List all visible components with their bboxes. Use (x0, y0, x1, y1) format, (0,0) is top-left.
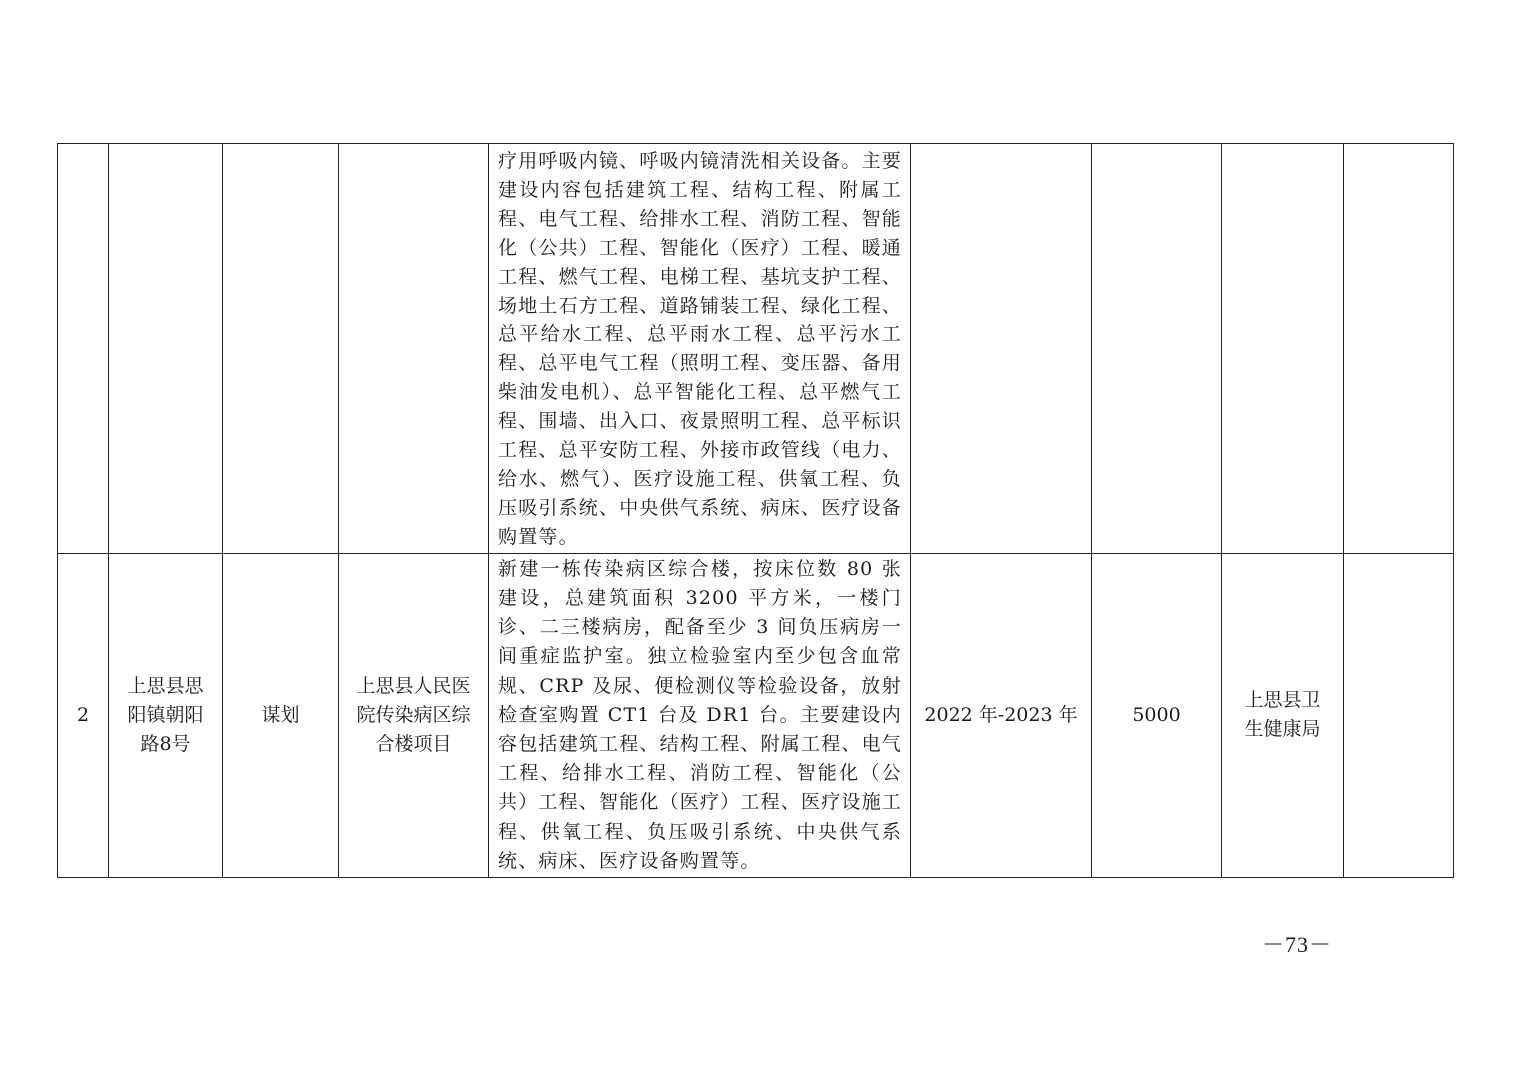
page-number: －73－ (1262, 932, 1333, 957)
cell-responsible-unit (1222, 144, 1344, 554)
cell-project-name: 上思县人民医院传染病区综合楼项目 (339, 553, 489, 877)
cell-stage: 谋划 (223, 553, 339, 877)
cell-index: 2 (58, 553, 109, 877)
table-row (58, 144, 1454, 554)
cell-content: 疗用呼吸内镜、呼吸内镜清洗相关设备。主要建设内容包括建筑工程、结构工程、附属工程、电气工程、给排水工程、消防工程、智能化（公共）工程、智能化（医疗）工程、暖通工程、燃气工程、电梯工程、基坑支护工程、场地土石方工程、道路铺装工程、绿化工程、总平给水工程、总平雨水工程、总平污水工程、总平电气工程（照明工程、变压器、备用柴油发电机）、总平智能化工程、总平燃气工程、围墙、出入口、夜景照明工程、总平标识工程、总平安防工程、外接市政管线（电力、给水、燃气）、医疗设施工程、供氧工程、负压吸引系统、中央供气系统、病床、医疗设备购置等。 (489, 144, 911, 554)
cell-index (58, 144, 109, 554)
cell-remarks (1344, 553, 1454, 877)
cell-stage (223, 144, 339, 554)
cell-location: 上思县思阳镇朝阳路8号 (109, 553, 223, 877)
cell-project-name (339, 144, 489, 554)
table-row (58, 553, 1454, 877)
cell-remarks (1344, 144, 1454, 554)
cell-location (109, 144, 223, 554)
cell-period (911, 144, 1092, 554)
cell-responsible-unit: 上思县卫生健康局 (1222, 553, 1344, 877)
cell-investment (1092, 144, 1222, 554)
cell-investment: 5000 (1092, 553, 1222, 877)
project-table (57, 143, 1454, 878)
cell-period: 2022 年-2023 年 (911, 553, 1092, 877)
cell-content: 新建一栋传染病区综合楼，按床位数 80 张建设，总建筑面积 3200 平方米，一楼门诊、二三楼病房，配备至少 3 间负压病房一间重症监护室。独立检验室内至少包含血常规、CRP 及尿、便检测仪等检验设备，放射检查室购置 CT1 台及 DR1 台。主要建设内容包括建筑工程、结构工程、附属工程、电气工程、给排水工程、消防工程、智能化（公共）工程、智能化（医疗）工程、医疗设施工程、供氧工程、负压吸引系统、中央供气系统、病床、医疗设备购置等。 (489, 553, 911, 877)
